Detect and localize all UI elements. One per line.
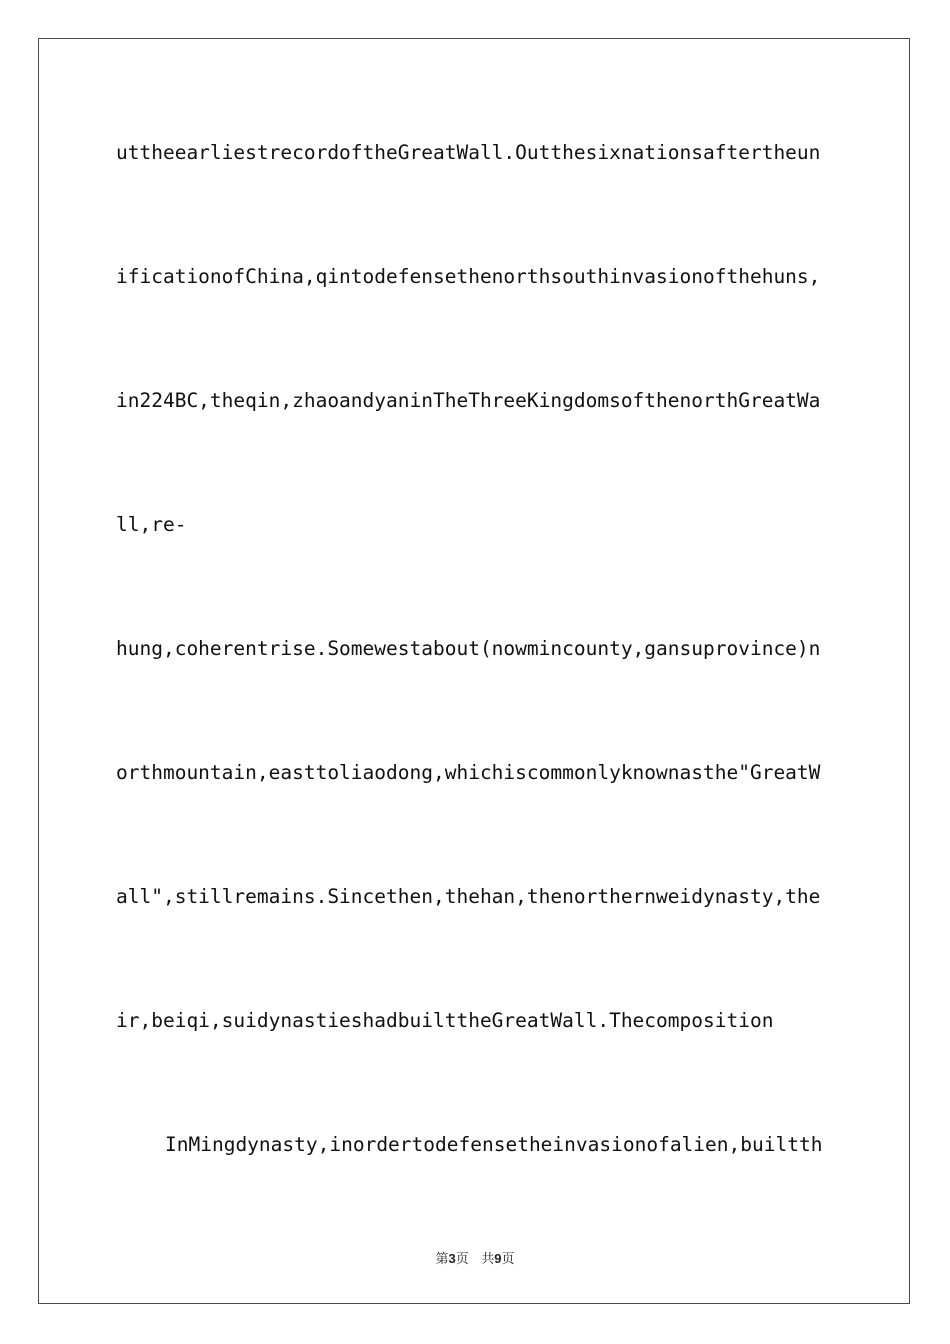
text-line: uttheearliestrecordoftheGreatWall.Outthesixnationsaftertheun [116, 141, 821, 164]
text-line: hung,coherentrise.Somewestabout(nowmincounty,gansuprovince)n [116, 637, 821, 660]
page-border [38, 38, 910, 1304]
page-footer [0, 1248, 950, 1267]
paragraph-first-line: InMingdynasty,inordertodefensetheinvasionofalien,builtth [165, 1133, 823, 1156]
text-line: orthmountain,easttoliaodong,whichiscommonlyknownasthe"GreatW [116, 761, 821, 784]
text-line: ll,re- [116, 513, 187, 536]
total-label-suffix: 页 [501, 1252, 515, 1267]
page-label-suffix: 页 [455, 1252, 469, 1267]
page-number: 3 [448, 1251, 456, 1266]
total-pages: 9 [494, 1251, 502, 1266]
text-line: ir,beiqi,suidynastieshadbuilttheGreatWall.Thecomposition [116, 1009, 774, 1032]
page-label-prefix: 第 [435, 1252, 449, 1267]
text-line: in224BC,theqin,zhaoandyaninTheThreeKingdomsofthenorthGreatWa [116, 389, 821, 412]
total-label-prefix: 共 [481, 1252, 495, 1267]
text-line: all",stillremains.Sincethen,thehan,thenorthernweidynasty,the [116, 885, 821, 908]
text-line: ificationofChina,qintodefensethenorthsouthinvasionofthehuns, [116, 265, 821, 288]
